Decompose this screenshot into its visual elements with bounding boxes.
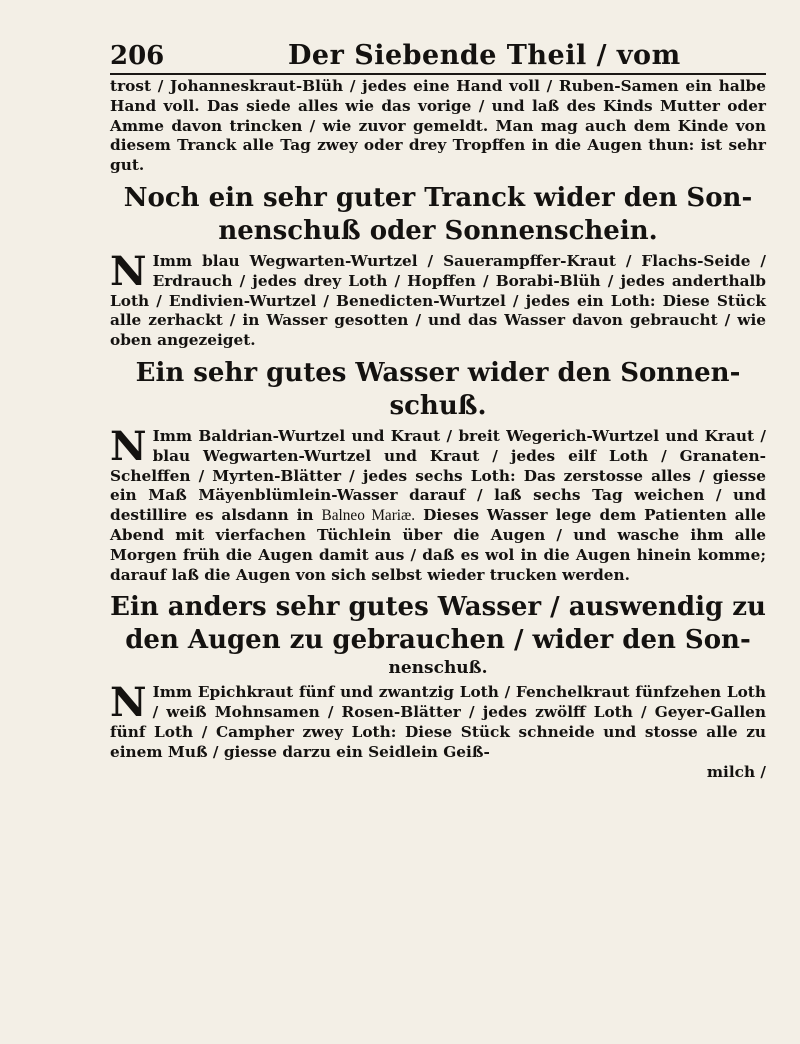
section-heading-3-line-3: nenschuß. — [388, 658, 488, 679]
drop-initial: N — [110, 679, 147, 727]
section-heading-3-line-1: Ein anders sehr gutes Wasser / auswendig zu — [110, 592, 766, 623]
section-heading-2-line-2: schuß. — [389, 390, 487, 421]
continuation-paragraph: trost / Johanneskraut-Blüh / jedes eine Hand voll / Ruben-Samen ein halbe Hand voll. Das siede alles wie das vorige / und laß des Kinds Mutter oder Amme davon trincken / wie zuvor gemeldt. Man mag auch dem Kinde von diesem Tranck alle Tag zwey oder drey Tropffen in die Augen thun: ist sehr gut. — [110, 77, 766, 175]
page-number: 206 — [110, 41, 165, 71]
section-heading-2-line-1: Ein sehr gutes Wasser wider den Sonnen- — [135, 357, 741, 388]
latin-term: Balneo Mariæ. — [321, 507, 416, 525]
section-heading-2 — [110, 357, 766, 423]
recipe-paragraph-2 — [110, 422, 766, 585]
recipe-text-3: Imm Epichkraut fünf und zwantzig Loth / Fenchelkraut fünfzehen Loth / weiß Mohnsamen / Rosen-Blätter / jedes zwölff Loth / Geyer-Gallen fünf Loth / Campher zwey Loth: Diese Stück schneide und stosse alle zu einem Muß / giesse darzu ein Seidlein Geiß- — [110, 683, 766, 761]
section-heading-1-line-1: Noch ein sehr guter Tranck wider den Son- — [123, 182, 753, 213]
running-head: Der Siebende Theil / vom — [288, 40, 681, 71]
section-heading-3-line-2: den Augen zu gebrauchen / wider den Son- — [125, 625, 751, 656]
recipe-paragraph-3 — [110, 679, 766, 762]
section-heading-1 — [110, 182, 766, 248]
drop-initial: N — [110, 247, 147, 295]
page-header — [110, 40, 766, 75]
catchword: milch / — [706, 762, 766, 781]
recipe-text-2b: Dieses Wasser lege dem Patienten alle Abend mit vierfachen Tüchlein über die Augen / und wasche ihm alle Morgen früh die Augen damit aus / daß es wol in die Augen hinein komme; darauf laß die Augen von sich selbst wieder trucken werden. — [110, 506, 766, 584]
section-heading-1-line-2: nenschuß oder Sonnenschein. — [218, 215, 658, 246]
recipe-text-1: Imm blau Wegwarten-Wurtzel / Sauerampffer-Kraut / Flachs-Seide / Erdrauch / jedes drey Loth / Hopffen / Borabi-Blüh / jedes anderthalb Loth / Endivien-Wurtzel / Benedicten-Wurtzel / jedes ein Loth: Diese Stück alle zerhackt / in Wasser gesotten / und das Wasser davon gebraucht / wie oben angezeiget. — [110, 251, 766, 350]
recipe-paragraph-1 — [110, 247, 766, 351]
drop-initial: N — [110, 422, 147, 470]
section-heading-3 — [110, 591, 766, 679]
recipe-text-2a: Imm Baldrian-Wurtzel und Kraut / breit Wegerich-Wurtzel und Kraut / blau Wegwarten-Wurtzel und Kraut / jedes eilf Loth / Granaten-Schelffen / Myrten-Blätter / jedes sechs Loth: Das zerstosse alles / giesse ein Maß Mäyenblümlein-Wasser darauf / laß sechs Tag weichen / und destillire es alsdann in — [110, 426, 766, 525]
